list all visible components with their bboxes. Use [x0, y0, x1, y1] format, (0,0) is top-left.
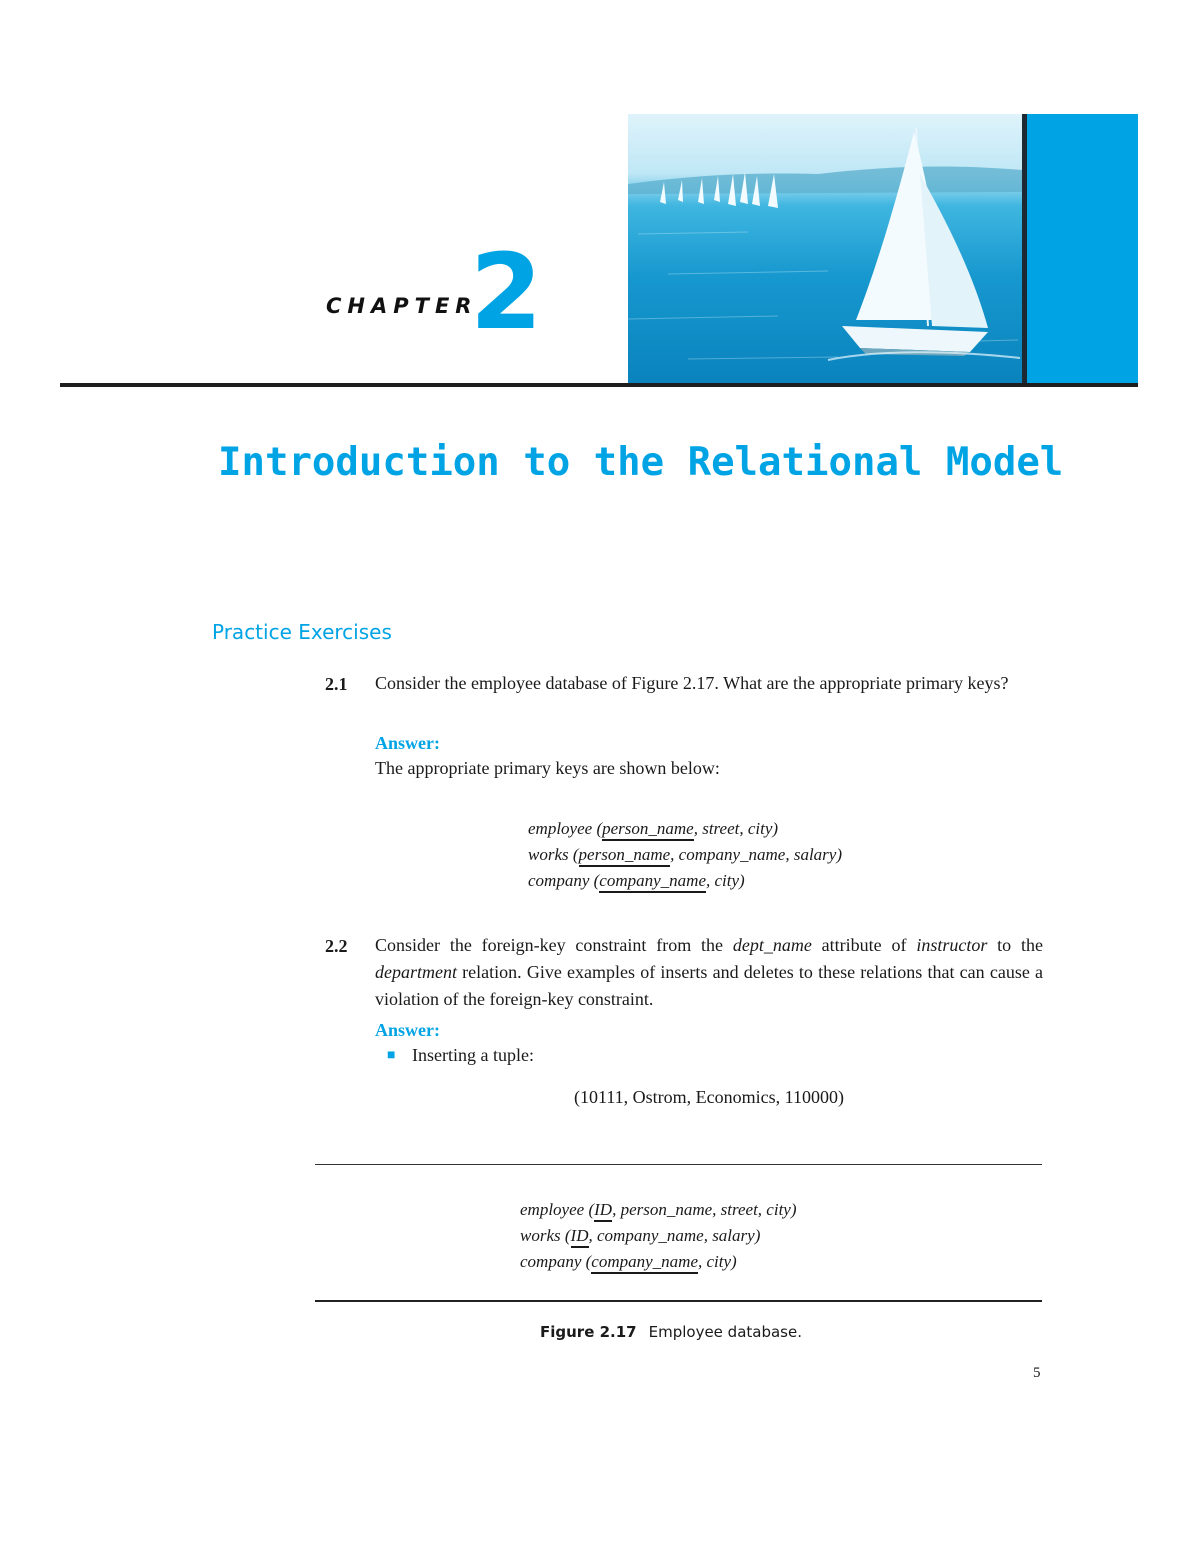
- answer-label: Answer:: [375, 1020, 440, 1040]
- exercise-number: 2.2: [325, 936, 348, 956]
- primary-key: company_name: [599, 871, 706, 893]
- section-heading: Practice Exercises: [212, 620, 392, 644]
- schema-line: company (company_name, city): [528, 868, 842, 894]
- bullet-icon: ■: [387, 1048, 396, 1063]
- schema-block: [528, 816, 842, 894]
- exercise-question: Consider the foreign-key constraint from the dept_name attribute of instructor to the department relation. Give examples of inserts and deletes to these relations that can cause a violation of the foreign-key constraint.: [375, 935, 1043, 1009]
- schema-line: company (company_name, city): [520, 1249, 797, 1275]
- figure-schema-block: [520, 1197, 797, 1275]
- exercise-question: Consider the employee database of Figure 2.17. What are the appropriate primary keys?: [375, 673, 1009, 693]
- primary-key: ID: [571, 1226, 589, 1248]
- schema-line: employee (ID, person_name, street, city): [520, 1197, 797, 1223]
- schema-line: works (ID, company_name, salary): [520, 1223, 797, 1249]
- figure-caption: Figure 2.17 Employee database.: [540, 1323, 802, 1341]
- example-tuple: (10111, Ostrom, Economics, 110000): [574, 1087, 844, 1107]
- primary-key: company_name: [591, 1252, 698, 1274]
- page-number: 5: [1033, 1365, 1041, 1381]
- chapter-header-photo: [628, 114, 1022, 384]
- primary-key: person_name: [602, 819, 694, 841]
- figure-bottom-rule: [315, 1300, 1042, 1302]
- schema-line: works (person_name, company_name, salary): [528, 842, 842, 868]
- primary-key: person_name: [579, 845, 671, 867]
- chapter-number: 2: [470, 231, 543, 353]
- header-blue-block: [1027, 114, 1138, 384]
- answer-label: Answer:: [375, 733, 440, 753]
- primary-key: ID: [594, 1200, 612, 1222]
- exercise-number: 2.1: [325, 674, 348, 694]
- answer-text: The appropriate primary keys are shown below:: [375, 758, 720, 778]
- schema-line: employee (person_name, street, city): [528, 816, 842, 842]
- chapter-label: CHAPTER: [326, 294, 478, 318]
- header-rule: [60, 383, 1138, 387]
- bullet-text: Inserting a tuple:: [412, 1045, 534, 1065]
- figure-top-rule: [315, 1164, 1042, 1165]
- chapter-title: Introduction to the Relational Model: [218, 440, 1064, 485]
